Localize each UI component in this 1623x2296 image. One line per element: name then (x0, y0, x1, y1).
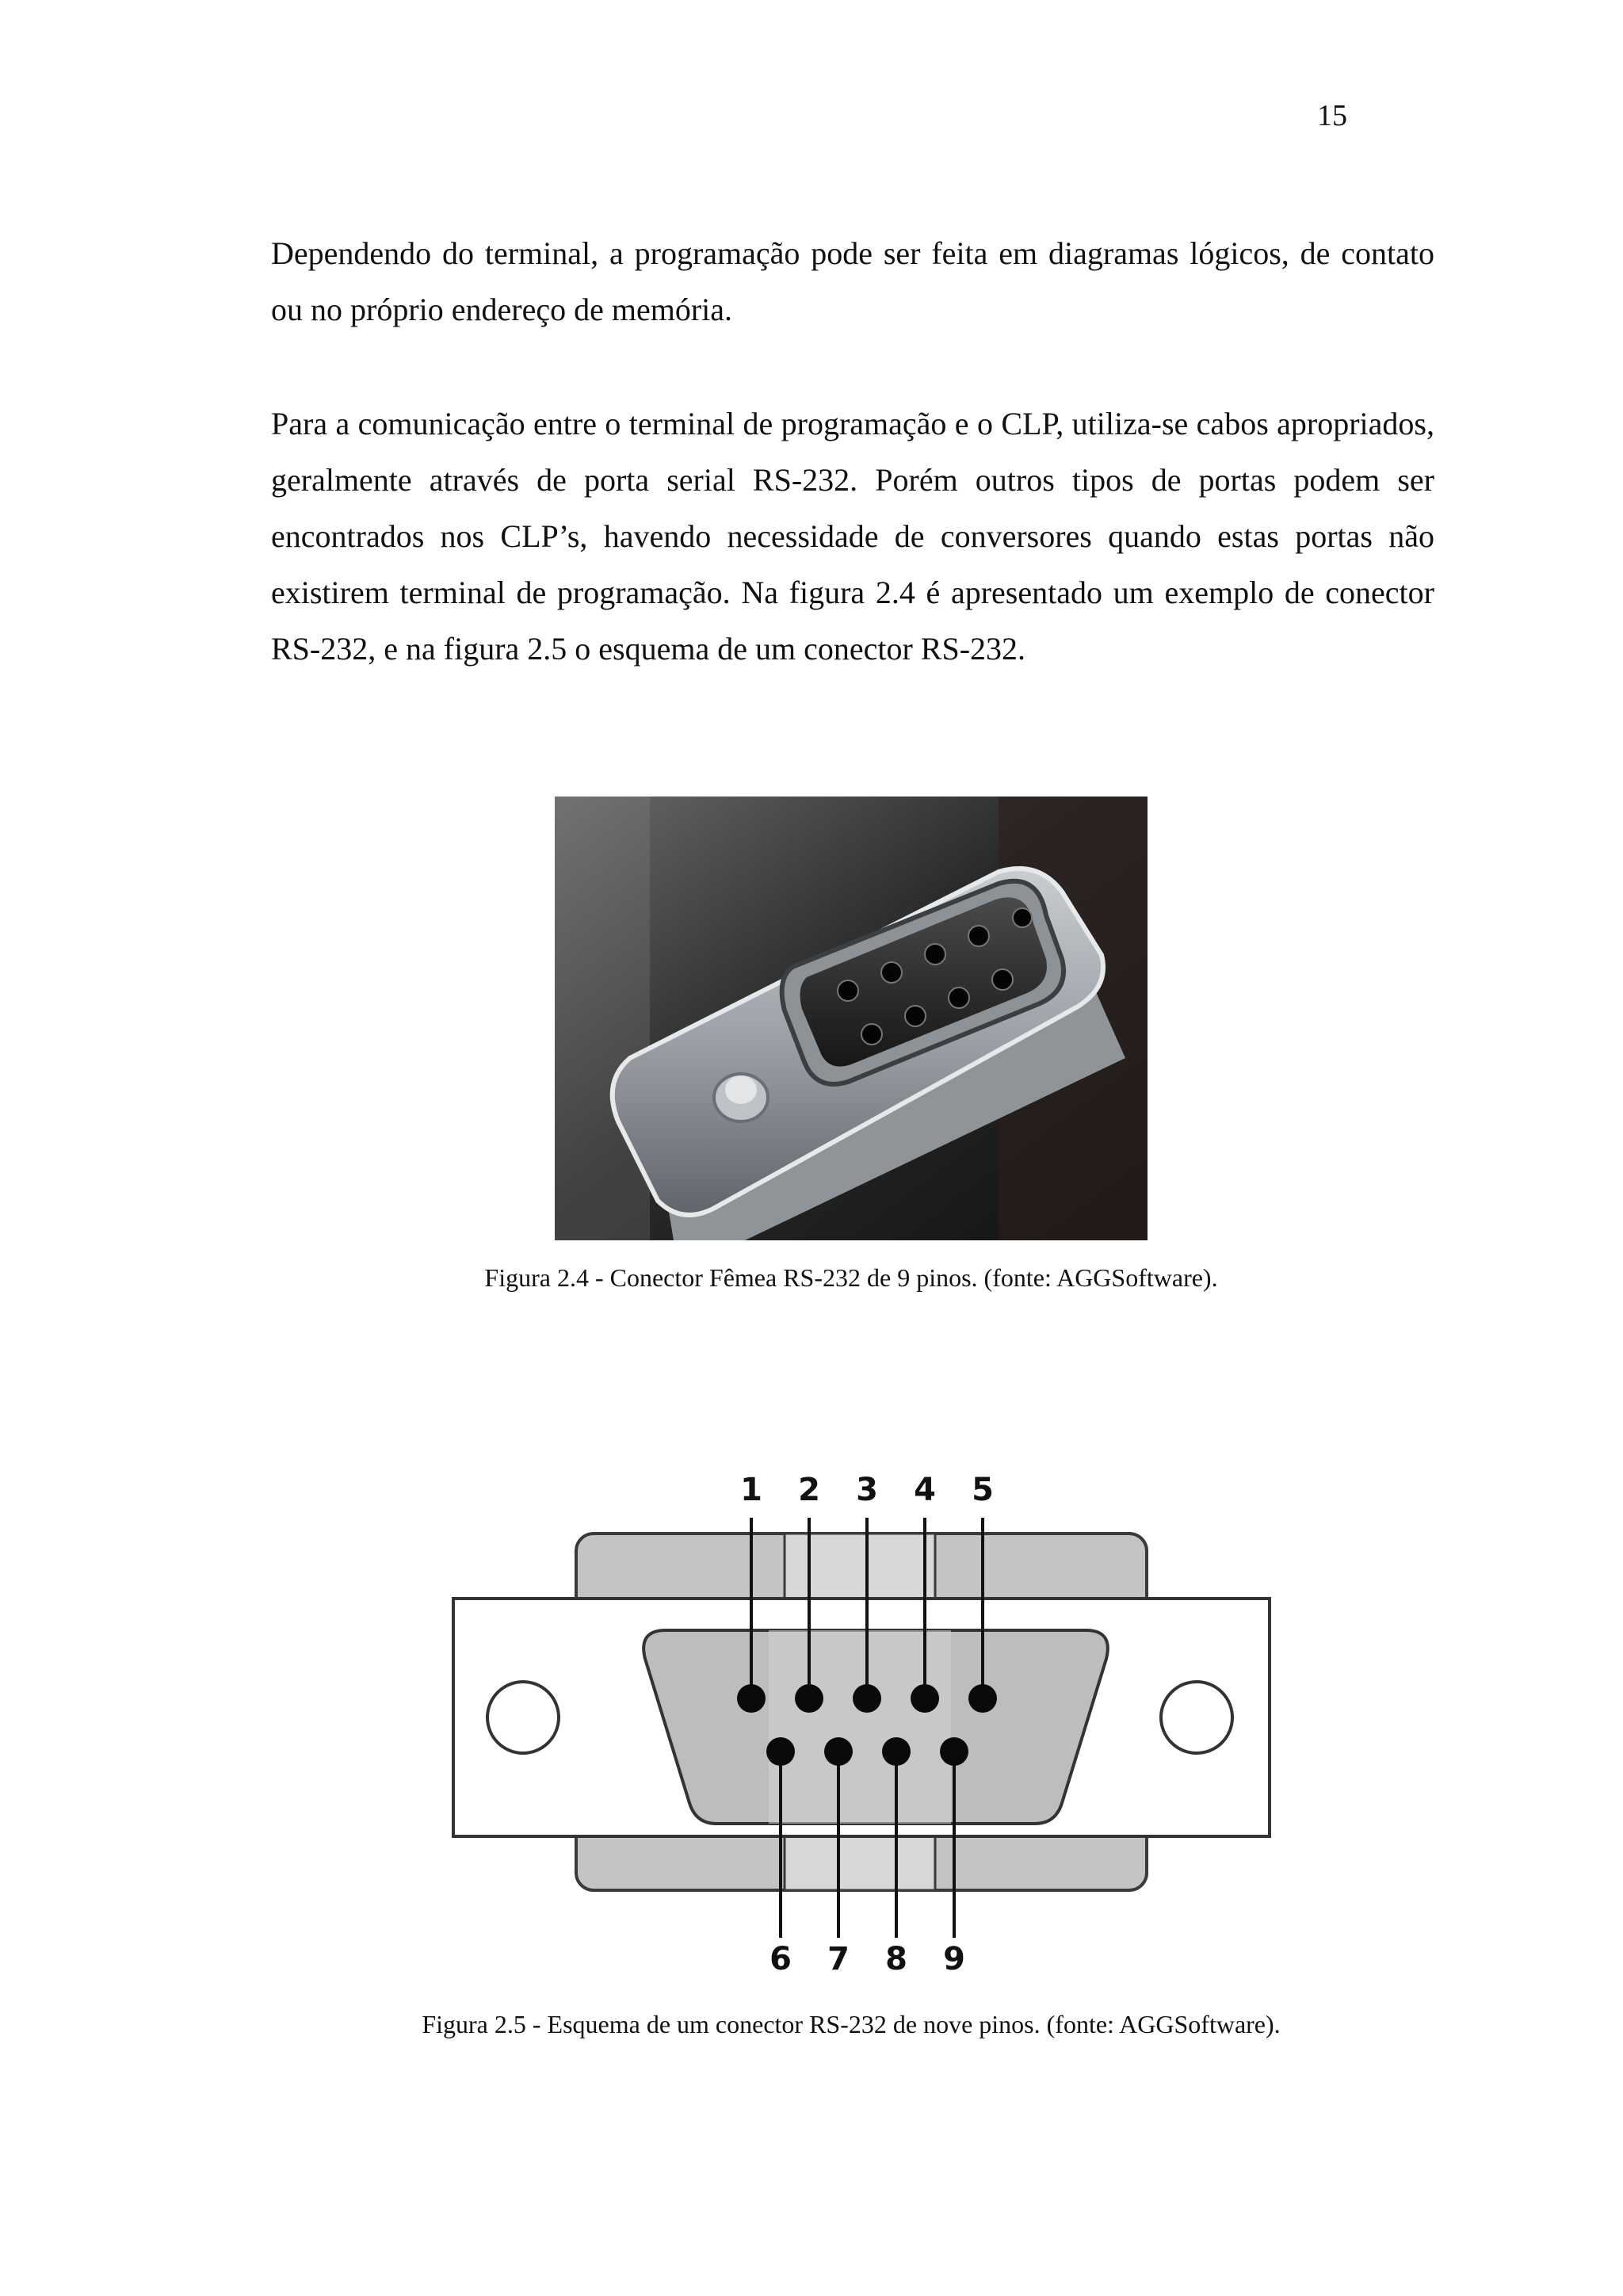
pin-4 (911, 1684, 939, 1713)
mounting-hole-left (487, 1682, 559, 1753)
pin-6 (766, 1737, 795, 1766)
pin-5 (968, 1684, 997, 1713)
pin-3 (853, 1684, 881, 1713)
pin-label-9: 9 (943, 1941, 965, 1977)
page-number: 15 (1317, 99, 1347, 132)
pin-label-6: 6 (769, 1941, 792, 1977)
pin-label-8: 8 (885, 1941, 907, 1977)
figure-2-5-caption: Figura 2.5 - Esquema de um conector RS-232 de nove pinos. (fonte: AGGSoftware). (422, 2010, 1281, 2038)
figure-2-4-caption: Figura 2.4 - Conector Fêmea RS-232 de 9 pinos. (fonte: AGGSoftware). (484, 1263, 1218, 1292)
pin-label-2: 2 (798, 1472, 820, 1508)
pin-1 (737, 1684, 766, 1713)
pin-label-3: 3 (856, 1472, 878, 1508)
body-paragraph-2: Para a comunicação entre o terminal de programação e o CLP, utiliza-se cabos apropriados, geralmente através de porta serial RS-232. Porém outros tipos de portas podem ser encontrados nos CLP’s, havendo necessidade de conversores quando estas portas não existirem terminal de programação. Na figura 2.4 é apresentado um exemplo de conector RS-232, e na figura 2.5 o esquema de um conector RS-232. (271, 406, 1434, 667)
mounting-hole-right (1161, 1682, 1232, 1753)
pin-label-5: 5 (972, 1472, 994, 1508)
db9-connector-photo (555, 797, 1148, 1240)
pin-label-4: 4 (914, 1472, 936, 1508)
pin-7 (824, 1737, 853, 1766)
body-paragraph-1: Dependendo do terminal, a programação pode ser feita em diagramas lógicos, de contato ou no próprio endereço de memória. (271, 235, 1434, 327)
figure-2-4-photo (555, 797, 1148, 1240)
pin-9 (940, 1737, 968, 1766)
pin-2 (795, 1684, 823, 1713)
figure-2-5-diagram (452, 1462, 1273, 1985)
pin-label-7: 7 (827, 1941, 850, 1977)
pin-label-1: 1 (740, 1472, 762, 1508)
db9-pinout-schematic (452, 1462, 1273, 1985)
pin-8 (882, 1737, 911, 1766)
